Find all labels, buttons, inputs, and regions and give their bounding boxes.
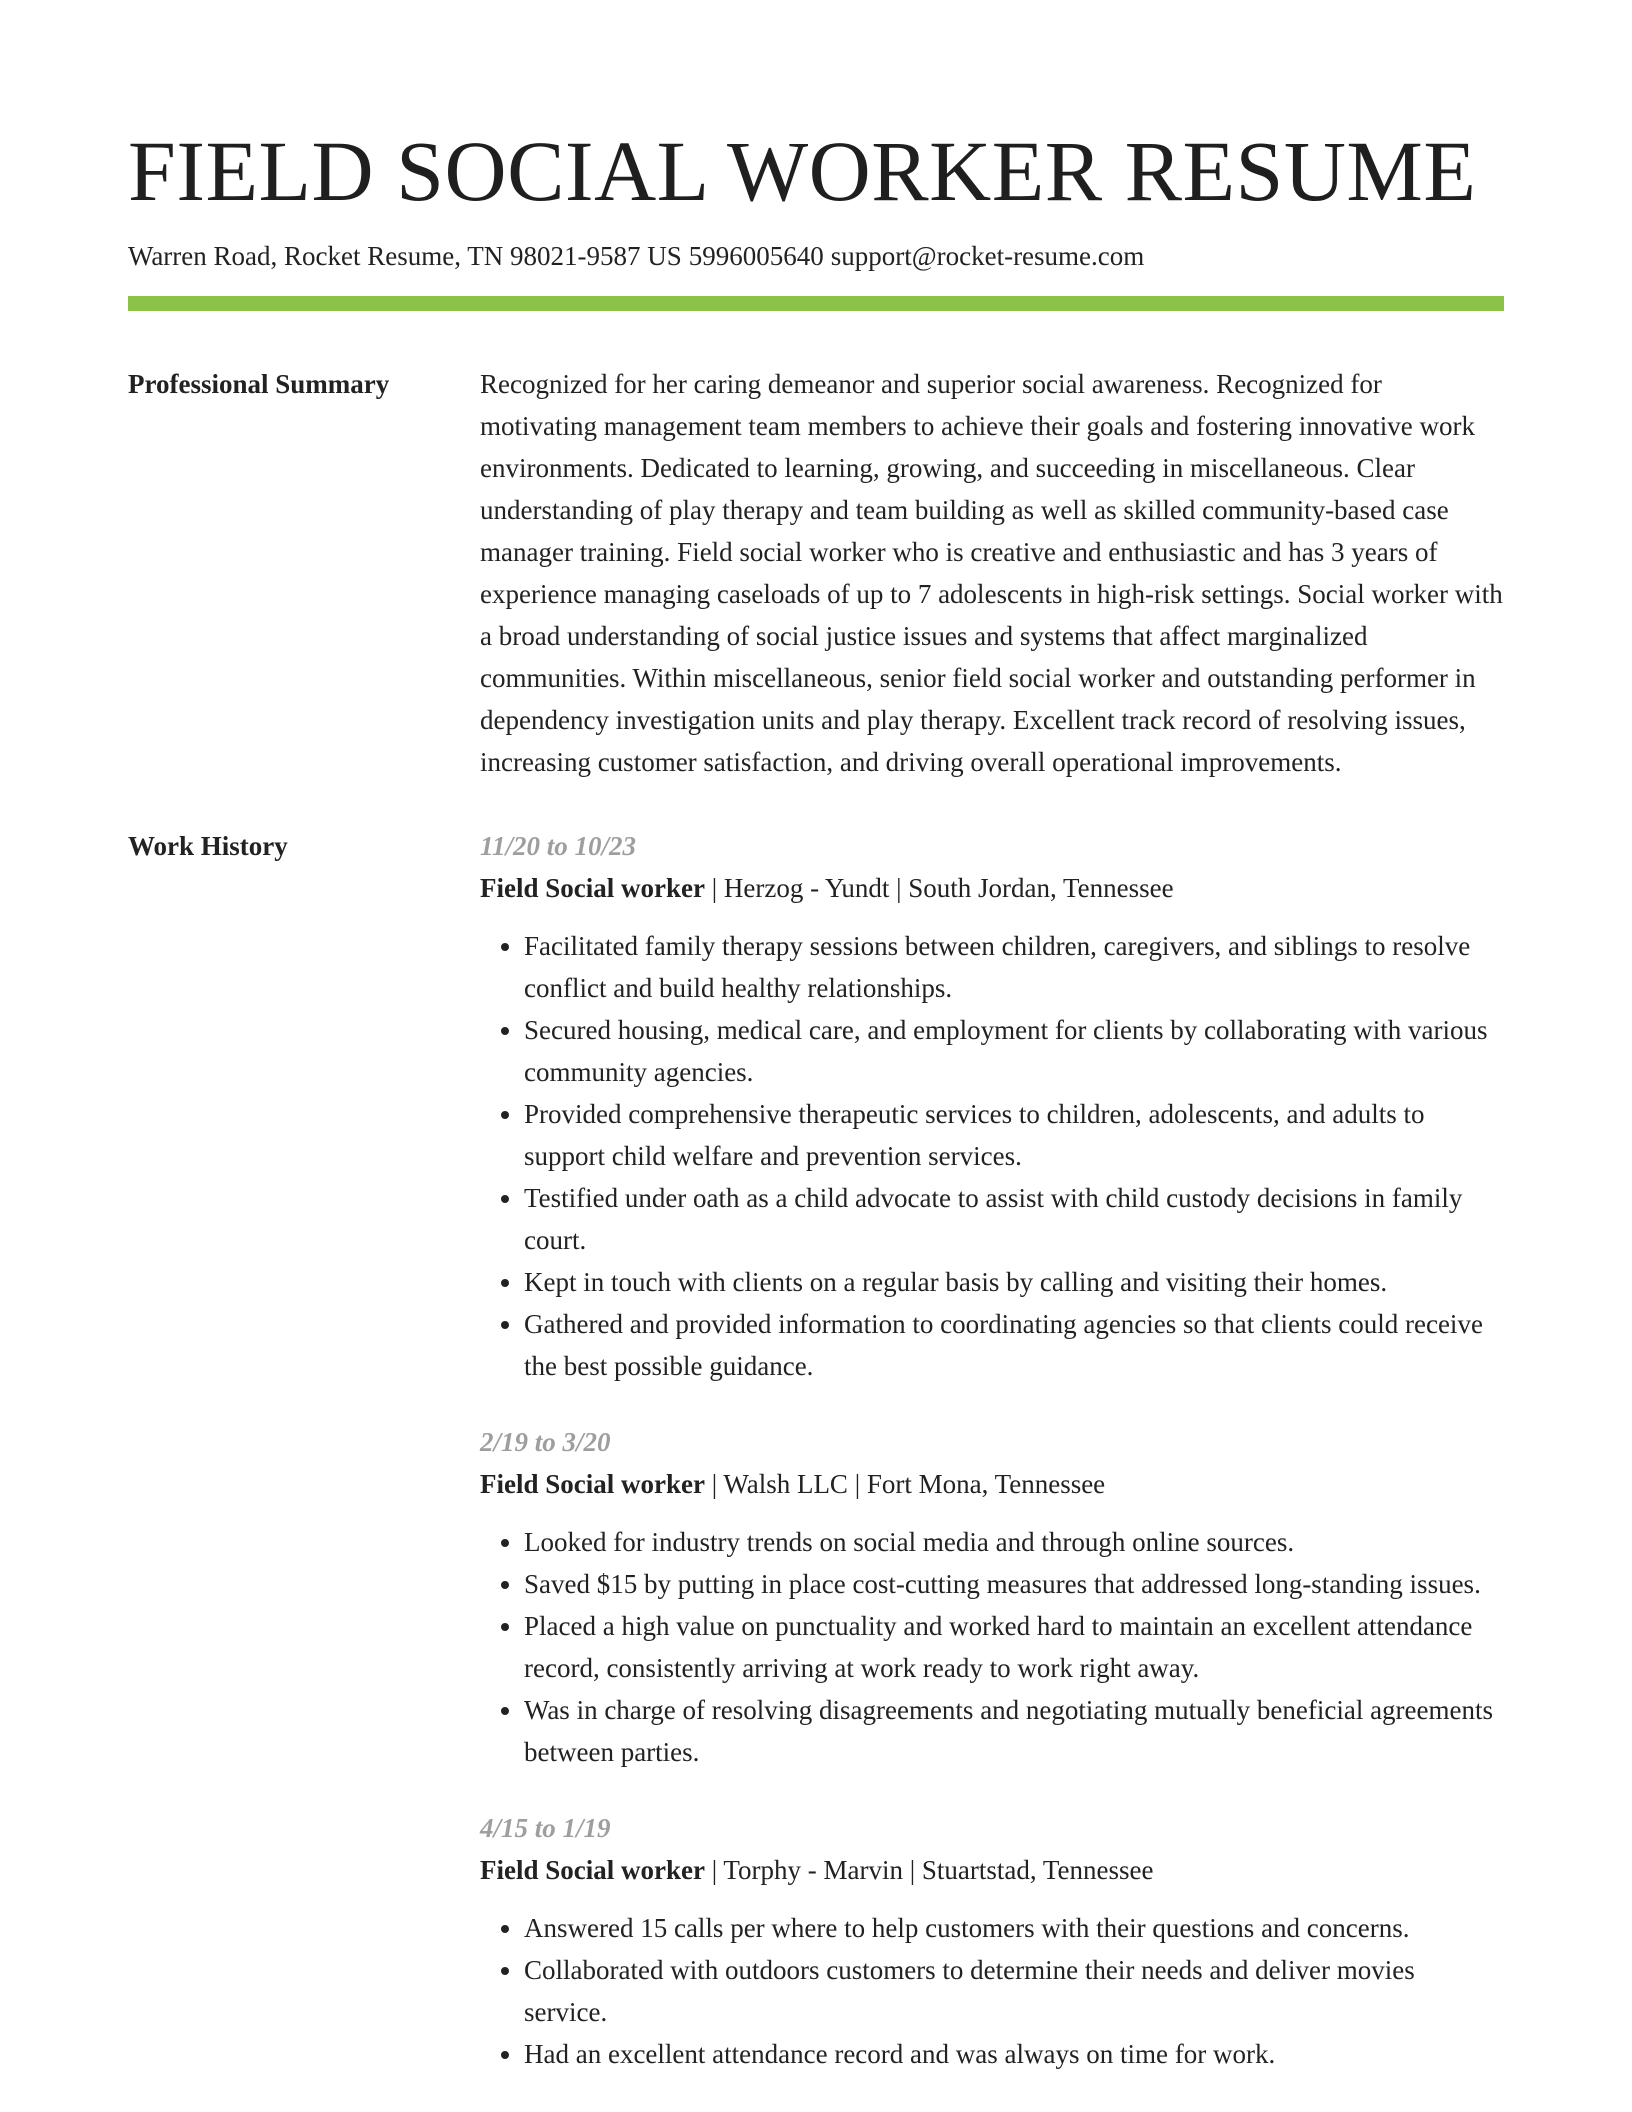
job-bullets [480,925,1504,1387]
job-bullet: • Provided comprehensive therapeutic services to children, adolescents, and adults to support child welfare and prevention services. [524,1093,1504,1177]
job-heading [480,1849,1504,1891]
job-entry [480,1421,1504,1773]
contact-line [128,240,1504,272]
job-heading [480,867,1504,909]
job-title: Field Social worker [480,1469,705,1500]
job-dates: 4/15 to 1/19 [480,1813,611,1844]
job-bullet: • Facilitated family therapy sessions between children, caregivers, and siblings to resolve conflict and build healthy relationships. [524,925,1504,1009]
contact-email: support@rocket-resume.com [830,241,1145,271]
job-bullet: • Kept in touch with clients on a regular basis by calling and visiting their homes. [524,1261,1504,1303]
job-bullet: • Had an excellent attendance record and was always on time for work. [524,2033,1504,2075]
work-history-section [128,825,1504,2109]
job-bullet: • Looked for industry trends on social media and through online sources. [524,1521,1504,1563]
job-heading [480,1463,1504,1505]
job-list [480,825,1504,2109]
job-bullet: • Saved $15 by putting in place cost-cutting measures that addressed long-standing issues. [524,1563,1504,1605]
job-bullets [480,1521,1504,1773]
contact-address: Warren Road, Rocket Resume, TN 98021-9587 US [128,241,682,271]
work-history-label: Work History [128,831,288,862]
job-bullet: • Collaborated with outdoors customers to determine their needs and deliver movies service. [524,1949,1504,2033]
job-details: | Herzog - Yundt | South Jordan, Tennessee [704,873,1174,904]
header-divider [128,296,1504,311]
job-title: Field Social worker [480,1855,705,1886]
resume-title: FIELD SOCIAL WORKER RESUME [128,123,1477,219]
job-details: | Walsh LLC | Fort Mona, Tennessee [704,1469,1106,1500]
summary-text: Recognized for her caring demeanor and superior social awareness. Recognized for motivating management team members to achieve their goals and fostering innovative work environments. Dedicated to learning, growing, and succeeding in miscellaneous. Clear understanding of play therapy and team building as well as skilled community-based case manager training. Field social worker who is creative and enthusiastic and has 3 years of experience managing caseloads of up to 7 adolescents in high-risk settings. Social worker with a broad understanding of social justice issues and systems that affect marginalized communities. Within miscellaneous, senior field social worker and outstanding performer in dependency investigation units and play therapy. Excellent track record of resolving issues, increasing customer satisfaction, and driving overall operational improvements. [480,369,1503,778]
job-dates: 2/19 to 3/20 [480,1427,611,1458]
job-bullet: • Placed a high value on punctuality and worked hard to maintain an excellent attendance record, consistently arriving at work ready to work right away. [524,1605,1504,1689]
job-entry [480,825,1504,1387]
job-entry [480,1807,1504,2075]
job-title: Field Social worker [480,873,705,904]
job-bullet: • Secured housing, medical care, and employment for clients by collaborating with various community agencies. [524,1009,1504,1093]
job-dates: 11/20 to 10/23 [480,831,637,862]
job-bullet: • Gathered and provided information to coordinating agencies so that clients could receive the best possible guidance. [524,1303,1504,1387]
job-details: | Torphy - Marvin | Stuartstad, Tennessee [704,1855,1154,1886]
job-bullet: • Answered 15 calls per where to help customers with their questions and concerns. [524,1907,1504,1949]
contact-phone: 5996005640 [688,241,824,271]
resume-page [128,0,1504,2109]
summary-label: Professional Summary [128,369,390,400]
summary-section [128,363,1504,783]
job-bullet: • Was in charge of resolving disagreements and negotiating mutually beneficial agreements between parties. [524,1689,1504,1773]
job-bullet: • Testified under oath as a child advocate to assist with child custody decisions in family court. [524,1177,1504,1261]
job-bullets [480,1907,1504,2075]
